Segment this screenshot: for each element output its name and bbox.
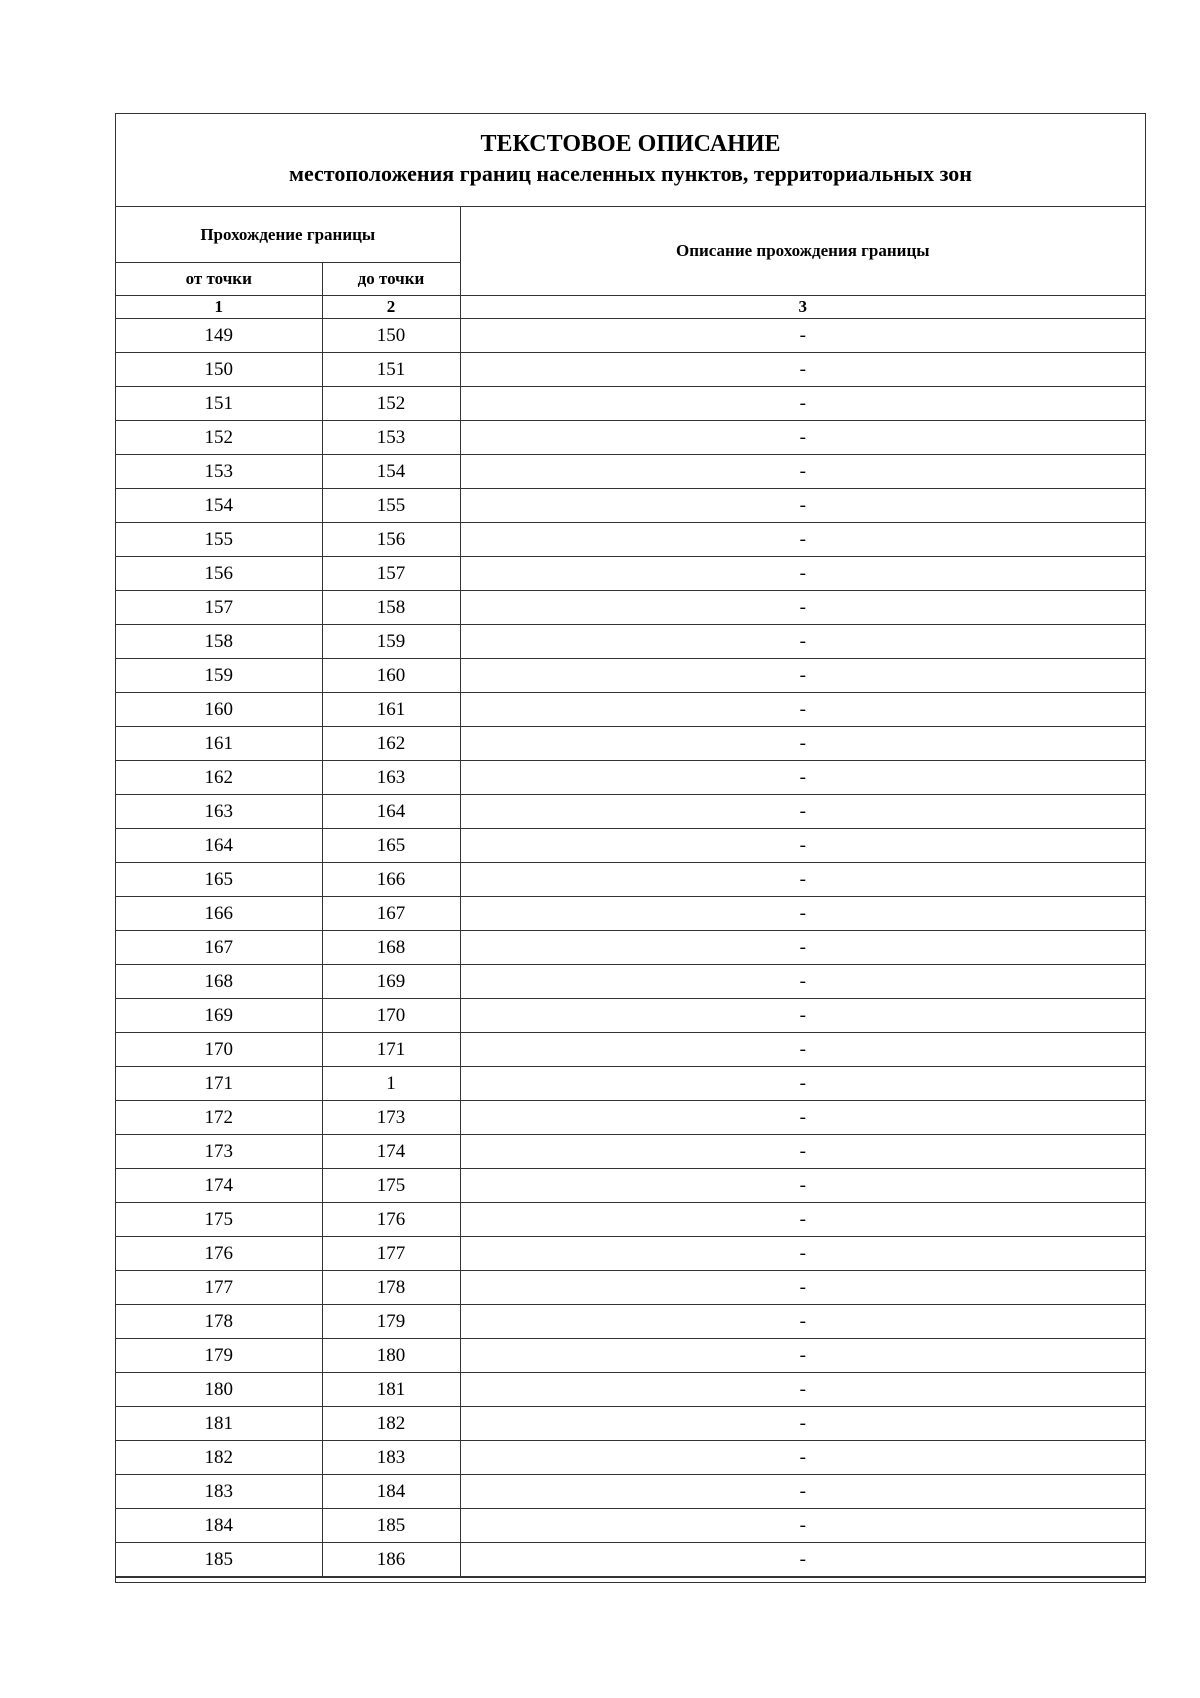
cell-description: - (460, 761, 1145, 795)
header-description: Описание прохождения границы (460, 207, 1145, 296)
cell-from-point: 184 (116, 1509, 322, 1543)
table-body (116, 319, 1145, 1577)
table-row (116, 761, 1145, 795)
table-row (116, 421, 1145, 455)
cell-from-point: 172 (116, 1101, 322, 1135)
cell-description: - (460, 353, 1145, 387)
cell-from-point: 161 (116, 727, 322, 761)
cell-from-point: 151 (116, 387, 322, 421)
cell-description: - (460, 1305, 1145, 1339)
table-row (116, 693, 1145, 727)
cell-to-point: 181 (322, 1373, 460, 1407)
cell-to-point: 173 (322, 1101, 460, 1135)
cell-to-point: 174 (322, 1135, 460, 1169)
cell-to-point: 165 (322, 829, 460, 863)
cell-from-point: 182 (116, 1441, 322, 1475)
cell-description: - (460, 489, 1145, 523)
cell-from-point: 166 (116, 897, 322, 931)
cell-from-point: 177 (116, 1271, 322, 1305)
table-row (116, 1373, 1145, 1407)
cell-description: - (460, 1509, 1145, 1543)
table-row (116, 1475, 1145, 1509)
table-row (116, 319, 1145, 353)
cell-to-point: 169 (322, 965, 460, 999)
table-row (116, 1305, 1145, 1339)
table-row (116, 1033, 1145, 1067)
cell-from-point: 157 (116, 591, 322, 625)
cell-description: - (460, 455, 1145, 489)
cell-from-point: 173 (116, 1135, 322, 1169)
cell-from-point: 155 (116, 523, 322, 557)
cell-from-point: 163 (116, 795, 322, 829)
cell-description: - (460, 727, 1145, 761)
table-row (116, 727, 1145, 761)
cell-to-point: 161 (322, 693, 460, 727)
table-row (116, 1407, 1145, 1441)
cell-description: - (460, 1067, 1145, 1101)
cell-to-point: 170 (322, 999, 460, 1033)
cell-description: - (460, 1543, 1145, 1577)
cell-from-point: 167 (116, 931, 322, 965)
cell-from-point: 174 (116, 1169, 322, 1203)
cell-to-point: 178 (322, 1271, 460, 1305)
cell-from-point: 164 (116, 829, 322, 863)
header-to-point: до точки (322, 263, 460, 296)
table-row (116, 965, 1145, 999)
boundary-description-sheet (115, 113, 1146, 1583)
cell-from-point: 154 (116, 489, 322, 523)
table-row (116, 1271, 1145, 1305)
table-row (116, 591, 1145, 625)
cell-from-point: 170 (116, 1033, 322, 1067)
cell-from-point: 171 (116, 1067, 322, 1101)
cell-to-point: 163 (322, 761, 460, 795)
cell-description: - (460, 1407, 1145, 1441)
table-row (116, 1339, 1145, 1373)
cell-from-point: 156 (116, 557, 322, 591)
cell-description: - (460, 659, 1145, 693)
table-row (116, 353, 1145, 387)
cell-to-point: 166 (322, 863, 460, 897)
cell-to-point: 153 (322, 421, 460, 455)
cell-description: - (460, 1373, 1145, 1407)
document-subtitle: местоположения границ населенных пунктов, территориальных зон (289, 161, 972, 186)
cell-description: - (460, 387, 1145, 421)
cell-description: - (460, 1169, 1145, 1203)
table-row (116, 1203, 1145, 1237)
cell-from-point: 179 (116, 1339, 322, 1373)
cell-description: - (460, 557, 1145, 591)
cell-from-point: 160 (116, 693, 322, 727)
table-row (116, 625, 1145, 659)
cell-description: - (460, 421, 1145, 455)
cell-description: - (460, 1135, 1145, 1169)
cell-to-point: 180 (322, 1339, 460, 1373)
cell-description: - (460, 1237, 1145, 1271)
cell-to-point: 157 (322, 557, 460, 591)
cell-from-point: 185 (116, 1543, 322, 1577)
cell-from-point: 150 (116, 353, 322, 387)
table-row (116, 1135, 1145, 1169)
header-from-point: от точки (116, 263, 322, 296)
cell-to-point: 159 (322, 625, 460, 659)
cell-to-point: 179 (322, 1305, 460, 1339)
document-title: ТЕКСТОВОЕ ОПИСАНИЕ (480, 131, 781, 157)
cell-to-point: 156 (322, 523, 460, 557)
cell-to-point: 1 (322, 1067, 460, 1101)
column-number-2: 2 (322, 296, 460, 319)
cell-description: - (460, 319, 1145, 353)
cell-to-point: 160 (322, 659, 460, 693)
cell-from-point: 180 (116, 1373, 322, 1407)
table-row (116, 897, 1145, 931)
table-row (116, 931, 1145, 965)
cell-description: - (460, 1271, 1145, 1305)
cell-to-point: 171 (322, 1033, 460, 1067)
cell-description: - (460, 693, 1145, 727)
table-row (116, 1067, 1145, 1101)
cell-description: - (460, 1203, 1145, 1237)
cell-to-point: 150 (322, 319, 460, 353)
cell-to-point: 184 (322, 1475, 460, 1509)
cell-description: - (460, 1101, 1145, 1135)
cell-to-point: 158 (322, 591, 460, 625)
cell-to-point: 154 (322, 455, 460, 489)
table-row (116, 863, 1145, 897)
cell-description: - (460, 795, 1145, 829)
cell-to-point: 155 (322, 489, 460, 523)
table-row (116, 999, 1145, 1033)
cell-to-point: 176 (322, 1203, 460, 1237)
cell-from-point: 169 (116, 999, 322, 1033)
table-row (116, 387, 1145, 421)
cell-from-point: 178 (116, 1305, 322, 1339)
cell-from-point: 149 (116, 319, 322, 353)
table-row (116, 795, 1145, 829)
cell-from-point: 152 (116, 421, 322, 455)
cell-from-point: 159 (116, 659, 322, 693)
table-row (116, 1543, 1145, 1577)
table-row (116, 523, 1145, 557)
cell-to-point: 183 (322, 1441, 460, 1475)
cell-description: - (460, 1475, 1145, 1509)
table-row (116, 455, 1145, 489)
cell-to-point: 162 (322, 727, 460, 761)
title-block (116, 114, 1145, 207)
cell-description: - (460, 965, 1145, 999)
cell-to-point: 152 (322, 387, 460, 421)
cell-to-point: 167 (322, 897, 460, 931)
column-number-1: 1 (116, 296, 322, 319)
table-row (116, 1441, 1145, 1475)
cell-from-point: 176 (116, 1237, 322, 1271)
cell-from-point: 181 (116, 1407, 322, 1441)
cell-to-point: 186 (322, 1543, 460, 1577)
cell-description: - (460, 1339, 1145, 1373)
cell-to-point: 164 (322, 795, 460, 829)
cell-to-point: 168 (322, 931, 460, 965)
table-row (116, 659, 1145, 693)
cell-to-point: 151 (322, 353, 460, 387)
cell-description: - (460, 897, 1145, 931)
cell-description: - (460, 999, 1145, 1033)
cell-from-point: 158 (116, 625, 322, 659)
header-boundary-passage: Прохождение границы (116, 207, 460, 263)
cell-description: - (460, 863, 1145, 897)
cell-from-point: 168 (116, 965, 322, 999)
table-row (116, 557, 1145, 591)
cell-from-point: 162 (116, 761, 322, 795)
cell-from-point: 153 (116, 455, 322, 489)
table-row (116, 1509, 1145, 1543)
cell-to-point: 177 (322, 1237, 460, 1271)
cell-description: - (460, 591, 1145, 625)
cell-description: - (460, 829, 1145, 863)
cell-description: - (460, 1033, 1145, 1067)
table-row (116, 489, 1145, 523)
table-row (116, 829, 1145, 863)
cell-description: - (460, 1441, 1145, 1475)
table-row (116, 1169, 1145, 1203)
column-number-3: 3 (460, 296, 1145, 319)
cell-description: - (460, 523, 1145, 557)
cell-to-point: 175 (322, 1169, 460, 1203)
cell-from-point: 183 (116, 1475, 322, 1509)
cell-to-point: 185 (322, 1509, 460, 1543)
cell-from-point: 175 (116, 1203, 322, 1237)
boundary-table (116, 207, 1145, 1577)
cell-description: - (460, 931, 1145, 965)
table-row (116, 1237, 1145, 1271)
cell-description: - (460, 625, 1145, 659)
cell-from-point: 165 (116, 863, 322, 897)
cell-to-point: 182 (322, 1407, 460, 1441)
table-bottom-rule (116, 1577, 1145, 1582)
table-row (116, 1101, 1145, 1135)
